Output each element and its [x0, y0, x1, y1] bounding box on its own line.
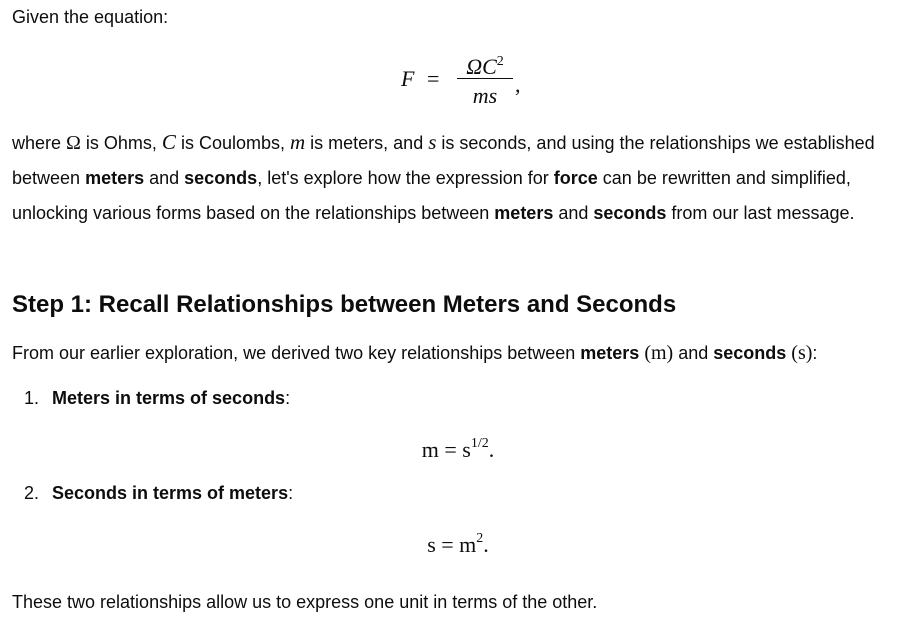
equation-equals: = [427, 66, 440, 91]
step-heading: Step 1: Recall Relationships between Meters and Seconds [12, 291, 677, 318]
equation-comma: , [515, 72, 521, 97]
seconds-equation: $s = m^2$. [427, 531, 489, 557]
force-equation [12, 46, 904, 116]
list-item: 1. Meters in terms of seconds: [24, 388, 291, 408]
equation-lhs: F [401, 66, 415, 91]
intro-text: Given the equation: [12, 7, 169, 27]
closing-text: These two relationships allow us to express one unit in terms of the other. [12, 592, 598, 612]
fraction-numerator: $\Omega C^2$ [466, 54, 504, 79]
explanation-paragraph: where Ω is Ohms, C is Coulombs, m is meters, and s is seconds, and using the relationships we established between meters and seconds, let's explore how the expression for force can be rewritten and simplified, unlocking various forms based on the relationships between meters and seconds from our last message. [12, 130, 875, 223]
fraction-denominator: ms [472, 83, 498, 109]
meters-equation: $m = s^{1/2}$. [421, 436, 495, 462]
relationships-intro: From our earlier exploration, we derived two key relationships between meters (m) and seconds (s): [12, 342, 818, 364]
list-item: 2. Seconds in terms of meters: [24, 483, 294, 503]
equation-fraction [457, 48, 513, 109]
